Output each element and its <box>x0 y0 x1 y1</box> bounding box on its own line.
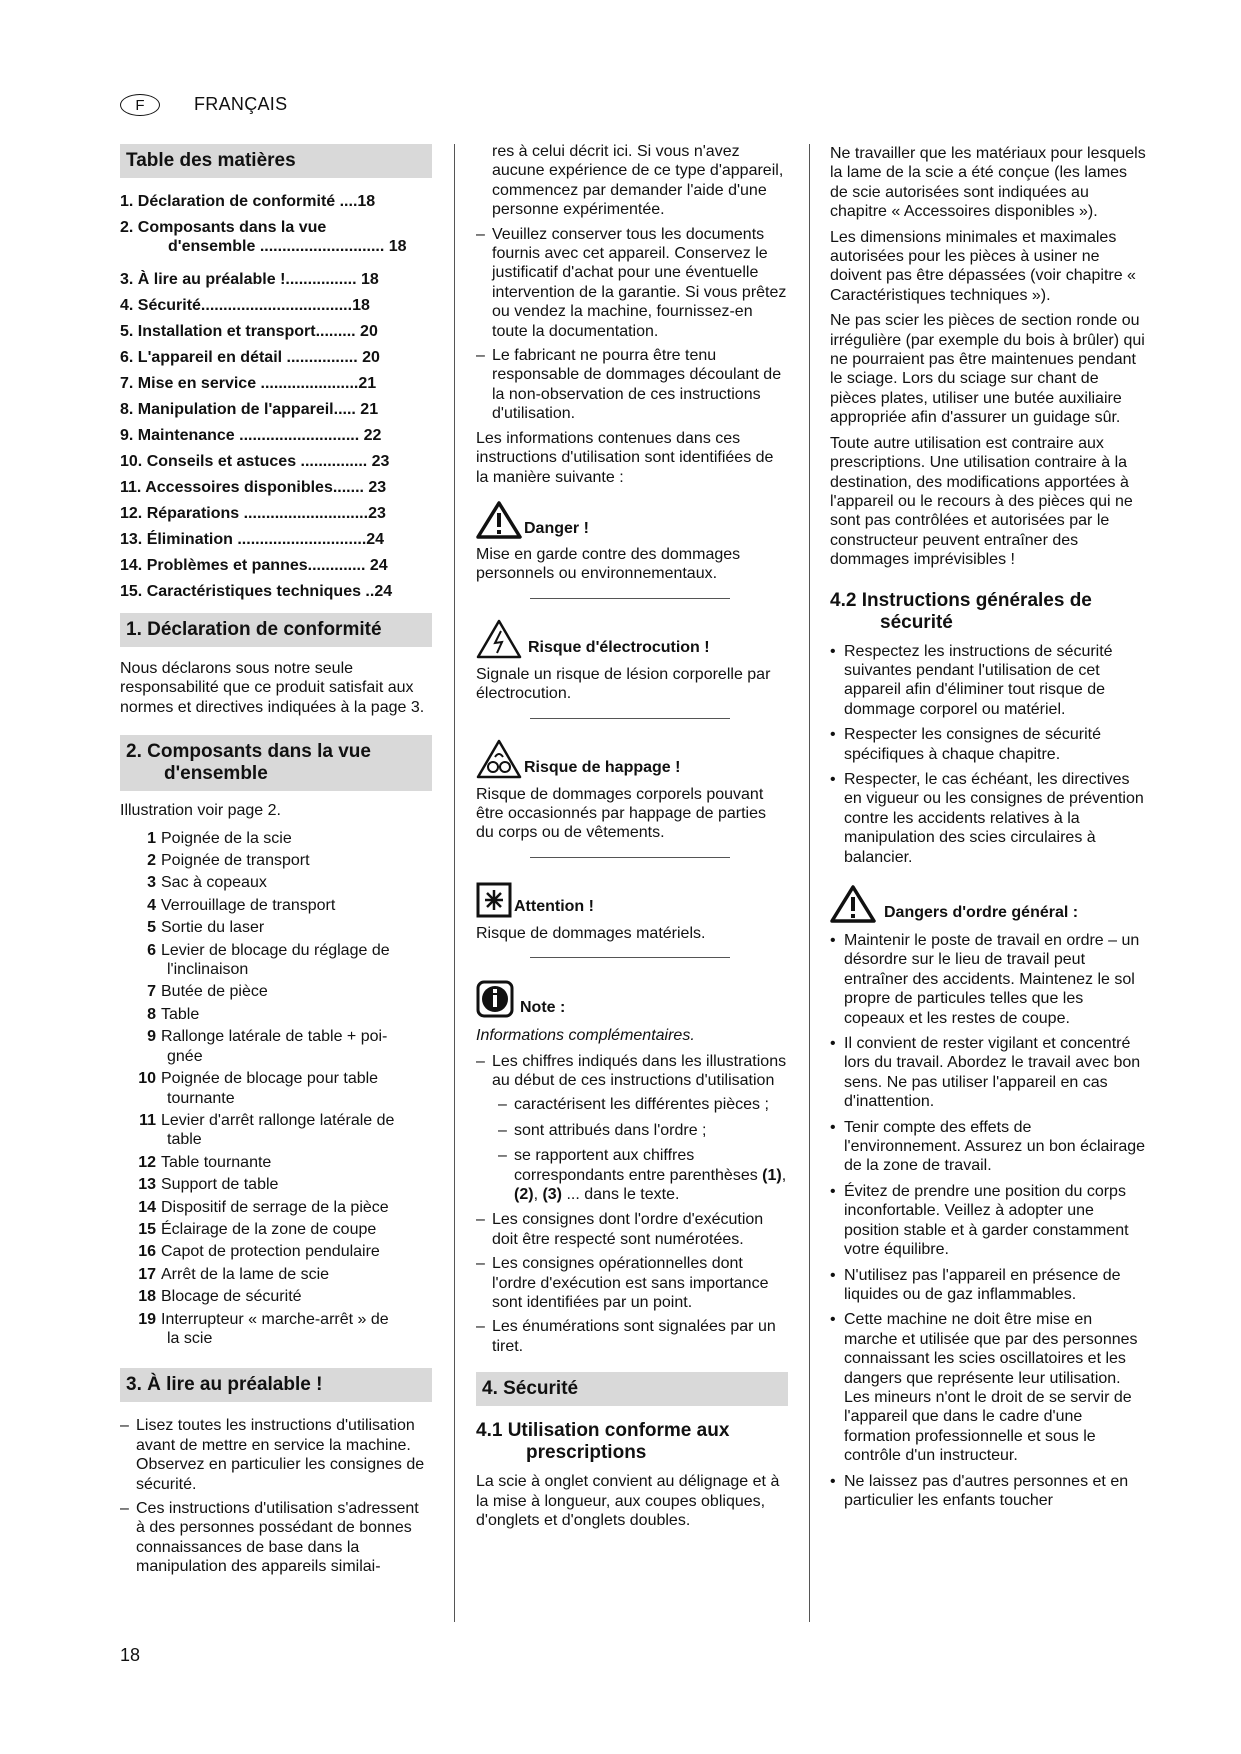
danger-title: Danger ! <box>524 519 589 537</box>
parts-list-item <box>120 1242 432 1261</box>
entanglement-title: Risque de happage ! <box>524 759 681 777</box>
part-label <box>161 1310 432 1349</box>
column-divider <box>809 144 810 1622</box>
part-number: 17 <box>138 1265 156 1283</box>
sub-dash-item: – caractérisent les différentes pièces ; <box>476 1095 788 1114</box>
part-label-text: l'inclinaison <box>167 961 249 979</box>
parts-list-item <box>120 1265 432 1284</box>
section-4-2-title <box>830 590 1148 634</box>
part-label-text: tournante <box>167 1089 235 1107</box>
part-number: 13 <box>138 1176 156 1194</box>
page-number: 18 <box>120 1645 141 1665</box>
toc-item-text: 2. Composants dans la vue <box>120 219 327 236</box>
sub-dash-text: se rapportent aux chiffres correspondants entre parenthèses <box>514 1147 758 1184</box>
part-number: 2 <box>147 852 156 870</box>
parts-list-item <box>120 1287 432 1306</box>
part-label-text: Table tournante <box>161 1153 272 1171</box>
bullet-item: • Ne laissez pas d'autres personnes et en particulier les enfants toucher <box>830 1472 1148 1511</box>
separator <box>530 857 730 858</box>
subtitle-a: 4.1 Utilisation conforme aux <box>476 1420 730 1442</box>
parts-list-item <box>120 1069 432 1108</box>
parts-list-item <box>120 1153 432 1172</box>
part-label-text: Sac à copeaux <box>161 874 267 892</box>
toc-item[interactable] <box>120 218 432 256</box>
toc-item[interactable]: 1. Déclaration de conformité ....18 <box>120 193 376 210</box>
part-label <box>161 1220 432 1239</box>
part-label-text: Butée de pièce <box>161 983 268 1001</box>
part-number: 7 <box>147 983 156 1001</box>
subtitle-b: prescriptions <box>526 1442 647 1464</box>
part-label-text: Poignée de transport <box>161 852 310 870</box>
part-label <box>161 1069 432 1108</box>
electrocution-title: Risque d'électrocution ! <box>528 639 710 657</box>
bullet-item: • Tenir compte des effets de l'environnement. Assurez un bon éclairage de la zone de travail. <box>830 1118 1148 1176</box>
subtitle-b: sécurité <box>880 611 953 633</box>
parts-list-item <box>120 918 432 937</box>
part-number: 8 <box>147 1005 156 1023</box>
part-label-text: Verrouillage de transport <box>161 896 336 914</box>
bullet-item: • Maintenir le poste de travail en ordre – un désordre sur le lieu de travail peut entraîner des accidents. Maintenez le sol propre de particules telles que les copeaux et les restes de coupe. <box>830 931 1148 1028</box>
parts-list-item <box>120 1175 432 1194</box>
part-label-text: Dispositif de serrage de la pièce <box>161 1198 389 1216</box>
dash-item: – Lisez toutes les instructions d'utilisation avant de mettre en service la machine. Observez en particulier les consignes de sécurité. <box>120 1416 432 1494</box>
part-number: 3 <box>147 874 156 892</box>
table-of-contents <box>120 192 432 601</box>
column-1 <box>120 144 432 1582</box>
part-label-text: Levier d'arrêt rallonge latérale de <box>161 1111 395 1129</box>
part-label-text: Rallonge latérale de table + poi- <box>161 1028 388 1046</box>
bullet-item: • Respecter les consignes de sécurité spécifiques à chaque chapitre. <box>830 725 1148 764</box>
part-label-text: Support de table <box>161 1176 279 1194</box>
sub-dash-text: ... dans le texte. <box>566 1186 680 1203</box>
section-2-title <box>120 735 432 791</box>
general-danger-symbol <box>830 885 1148 923</box>
bullet-text: Cette machine ne doit être mise en marche et utilisée que par des personnes connaissant les scies oscillatoires et les dangers que représente leur utilisation. <box>844 1311 1138 1387</box>
parts-list-item <box>120 1310 432 1349</box>
part-label-text: Poignée de la scie <box>161 829 292 847</box>
usage-paragraph: Les dimensions minimales et maximales autorisées pour les pièces à usiner ne doivent pas être dépassées (voir chapitre « Caractéristiques techniques »). <box>830 228 1136 304</box>
bullet-item <box>830 1310 1148 1465</box>
column-3 <box>830 144 1148 1516</box>
section-2-intro: Illustration voir page 2. <box>120 802 281 820</box>
toc-item[interactable]: 10. Conseils et astuces ............... 23 <box>120 453 390 470</box>
part-number: 16 <box>138 1243 156 1261</box>
part-number: 6 <box>147 941 156 959</box>
warning-triangle-icon <box>476 501 522 539</box>
danger-symbol <box>476 501 788 539</box>
part-label <box>161 1265 432 1284</box>
bullet-item: • Il convient de rester vigilant et concentré lors du travail. Abordez le travail avec bon sens. Ne pas utiliser l'appareil en cas d'inattention. <box>830 1034 1148 1112</box>
section-4-1-text: La scie à onglet convient au délignage et à la mise à longueur, aux coupes obliques, d'onglets et d'onglets doubles. <box>476 1473 780 1530</box>
part-label <box>161 918 432 937</box>
dash-item: – Les consignes opérationnelles dont l'ordre d'exécution est sans importance sont identifiées par un point. <box>476 1254 788 1312</box>
parts-list-item <box>120 1027 432 1066</box>
part-number: 14 <box>138 1198 156 1216</box>
ref-number: (2) <box>514 1186 534 1203</box>
part-number: 15 <box>138 1220 156 1238</box>
toc-item[interactable]: 3. À lire au préalable !................ 18 <box>120 271 379 288</box>
separator <box>530 718 730 719</box>
part-label-text: Levier de blocage du réglage de <box>161 941 390 959</box>
dash-item: – Le fabricant ne pourra être tenu responsable de dommages découlant de la non-observation de ces instructions d'utilisation. <box>476 346 788 424</box>
sub-dash-item: – sont attribués dans l'ordre ; <box>476 1121 788 1140</box>
parts-list-item <box>120 1220 432 1239</box>
part-label <box>161 941 432 980</box>
part-label-text: Interrupteur « marche-arrêt » de <box>161 1310 389 1328</box>
language-badge <box>120 94 160 116</box>
part-label <box>161 1111 432 1150</box>
part-label-text: Arrêt de la lame de scie <box>161 1265 330 1283</box>
toc-item[interactable]: 14. Problèmes et pannes............. 24 <box>120 557 388 574</box>
note-text: Informations complémentaires. <box>476 1027 695 1045</box>
parts-list-item <box>120 982 432 1001</box>
language-name: FRANÇAIS <box>194 94 288 115</box>
note-title: Note : <box>520 998 566 1016</box>
bullet-text: Les mineurs n'ont le droit de se servir de l'appareil que dans le cadre d'une formation professionnelle et sous le contrôle d'un instructeur. <box>844 1388 1132 1465</box>
bullet-item: • Respecter, le cas échéant, les directives en vigueur ou les consignes de prévention contre les accidents relatives à la manipulation des scies circulaires à balancier. <box>830 770 1148 867</box>
dash-item-text: res à celui décrit ici. Si vous n'avez aucune expérience de ce type d'appareil, commencez par demander l'aide d'une personne expérimentée. <box>492 143 784 219</box>
part-label-text: gnée <box>167 1047 203 1065</box>
part-label <box>161 982 432 1001</box>
part-label <box>161 1027 432 1066</box>
dash-item: – Ces instructions d'utilisation s'adressent à des personnes possédant de bonnes connaissances de base dans la manipulation des appareils similai- <box>120 1499 432 1577</box>
entanglement-text: Risque de dommages corporels pouvant être occasionnés par happage de parties du corps ou de vêtements. <box>476 785 766 842</box>
parts-list-item <box>120 873 432 892</box>
toc-item[interactable]: 7. Mise en service ......................21 <box>120 375 377 392</box>
dash-item: – Les consignes dont l'ordre d'exécution doit être respecté sont numérotées. <box>476 1210 788 1249</box>
toc-item[interactable]: 15. Caractéristiques techniques ..24 <box>120 583 393 600</box>
dash-item-continued <box>476 142 788 220</box>
dash-item: – Les énumérations sont signalées par un tiret. <box>476 1317 788 1356</box>
part-label-text: Sortie du laser <box>161 919 265 937</box>
toc-item[interactable]: 9. Maintenance ........................... 22 <box>120 427 382 444</box>
separator <box>530 598 730 599</box>
attention-text: Risque de dommages matériels. <box>476 924 706 942</box>
toc-item[interactable]: 6. L'appareil en détail ................ 20 <box>120 349 380 366</box>
toc-item[interactable]: 8. Manipulation de l'appareil..... 21 <box>120 401 379 418</box>
attention-symbol <box>476 882 788 918</box>
page-header <box>120 94 287 116</box>
part-label-text: Blocage de sécurité <box>161 1288 302 1306</box>
bullet-item: • Respectez les instructions de sécurité suivantes pendant l'utilisation de cet appareil afin d'éliminer tout risque de dommage corporel ou matériel. <box>830 642 1148 720</box>
usage-paragraph: Ne travailler que les matériaux pour lesquels la lame de la scie a été conçue (les lames de scie autorisées sont indiquées au chapitre « Accessoires disponibles »). <box>830 145 1146 221</box>
section-2-title-a: 2. Composants dans la vue <box>126 741 371 763</box>
section-3-title: 3. À lire au préalable ! <box>120 1368 432 1402</box>
section-2-title-b: d'ensemble <box>164 763 268 785</box>
toc-item[interactable]: 11. Accessoires disponibles....... 23 <box>120 479 387 496</box>
warning-triangle-icon <box>830 885 876 923</box>
info-icon <box>476 980 514 1018</box>
part-number: 18 <box>138 1288 156 1306</box>
section-1-title: 1. Déclaration de conformité <box>120 613 432 647</box>
part-label <box>161 1242 432 1261</box>
toc-item[interactable]: 12. Réparations ............................23 <box>120 505 386 522</box>
part-label-text: Capot de protection pendulaire <box>161 1243 380 1261</box>
column-divider <box>454 144 455 1622</box>
parts-list-item <box>120 851 432 870</box>
subtitle-a: 4.2 Instructions générales de <box>830 589 1092 611</box>
part-label <box>161 896 432 915</box>
part-label <box>161 851 432 870</box>
ref-number: (1) <box>762 1166 782 1184</box>
part-number: 10 <box>138 1070 156 1088</box>
toc-item[interactable]: 5. Installation et transport......... 20 <box>120 323 378 340</box>
note-symbol <box>476 980 788 1018</box>
part-number: 11 <box>139 1111 156 1129</box>
parts-list-item <box>120 941 432 980</box>
toc-item[interactable]: 13. Élimination .............................24 <box>120 531 385 548</box>
part-number: 5 <box>147 919 156 937</box>
ref-number: (3) <box>542 1186 563 1203</box>
dash-item: – Les chiffres indiqués dans les illustrations au début de ces instructions d'utilisation <box>476 1052 788 1091</box>
parts-list-item <box>120 1005 432 1024</box>
part-number: 19 <box>138 1310 156 1328</box>
part-label-text: Éclairage de la zone de coupe <box>161 1220 377 1238</box>
parts-list-item <box>120 829 432 848</box>
section-4-1-title <box>476 1420 788 1464</box>
electrocution-warning-icon <box>476 619 522 659</box>
part-label <box>161 1287 432 1306</box>
part-label-text: Table <box>161 1005 200 1023</box>
part-label <box>161 1005 432 1024</box>
parts-list <box>120 829 432 1349</box>
bullet-item: • N'utilisez pas l'appareil en présence de liquides ou de gaz inflammables. <box>830 1266 1148 1305</box>
toc-item[interactable]: 4. Sécurité..................................18 <box>120 297 370 314</box>
bullet-item: • Évitez de prendre une position du corps inconfortable. Veillez à adopter une position stable et à garder constamment votre équilibre. <box>830 1182 1148 1260</box>
column-2 <box>476 144 788 1536</box>
usage-paragraph: Toute autre utilisation est contraire aux prescriptions. Une utilisation contraire à la destination, des modifications apportées à l'appareil ou le recours à des pièces qui ne sont pas contrôlées et autorisées par le constructeur peuvent entraîner des dommages imprévisibles ! <box>830 434 1133 569</box>
part-label <box>161 873 432 892</box>
usage-paragraph: Ne pas scier les pièces de section ronde ou irrégulière (par exemple du bois à brûler) qui ne pourraient pas être maintenues pendant le sciage. Lors du sciage sur chant de pièces plates, utiliser une butée auxiliaire appropriée afin d'assurer un guidage sûr. <box>830 312 1145 427</box>
parts-list-item <box>120 1111 432 1150</box>
toc-title: Table des matières <box>120 144 432 178</box>
part-label <box>161 829 432 848</box>
general-danger-title: Dangers d'ordre général : <box>884 903 1079 921</box>
parts-list-item <box>120 1198 432 1217</box>
part-number: 1 <box>147 829 156 847</box>
part-number: 12 <box>138 1153 156 1171</box>
language-code: F <box>135 96 145 114</box>
attention-title: Attention ! <box>514 898 594 916</box>
part-number: 4 <box>147 896 156 914</box>
part-label <box>161 1175 432 1194</box>
entanglement-symbol <box>476 739 788 779</box>
section-4-title: 4. Sécurité <box>476 1372 788 1406</box>
electrocution-text: Signale un risque de lésion corporelle par électrocution. <box>476 665 771 703</box>
parts-list-item <box>120 896 432 915</box>
info-paragraph: Les informations contenues dans ces instructions d'utilisation sont identifiées de la manière suivante : <box>476 429 774 486</box>
part-label <box>161 1153 432 1172</box>
part-label-text: Poignée de blocage pour table <box>161 1070 379 1088</box>
sub-dash-item: – se rapportent aux chiffres correspondants entre parenthèses (1), (2), (3) ... dans le texte. <box>476 1146 788 1204</box>
danger-text: Mise en garde contre des dommages personnels ou environnementaux. <box>476 545 741 583</box>
part-number: 9 <box>147 1028 156 1046</box>
attention-icon <box>476 882 512 918</box>
dash-item: – Veuillez conserver tous les documents fournis avec cet appareil. Conservez le justificatif d'achat pour une éventuelle intervention de la garantie. Si vous prêtez ou vendez la machine, fournissez-en toute la documentation. <box>476 225 788 341</box>
electrocution-symbol <box>476 619 788 659</box>
separator <box>530 957 730 958</box>
toc-item-text: d'ensemble ............................ 18 <box>168 238 407 255</box>
part-label-text: la scie <box>167 1329 213 1347</box>
part-label <box>161 1198 432 1217</box>
entanglement-warning-icon <box>476 739 522 779</box>
section-1-text: Nous déclarons sous notre seule responsabilité que ce produit satisfait aux normes et directives indiquées à la page 3. <box>120 660 425 716</box>
part-label-text: table <box>167 1131 202 1149</box>
